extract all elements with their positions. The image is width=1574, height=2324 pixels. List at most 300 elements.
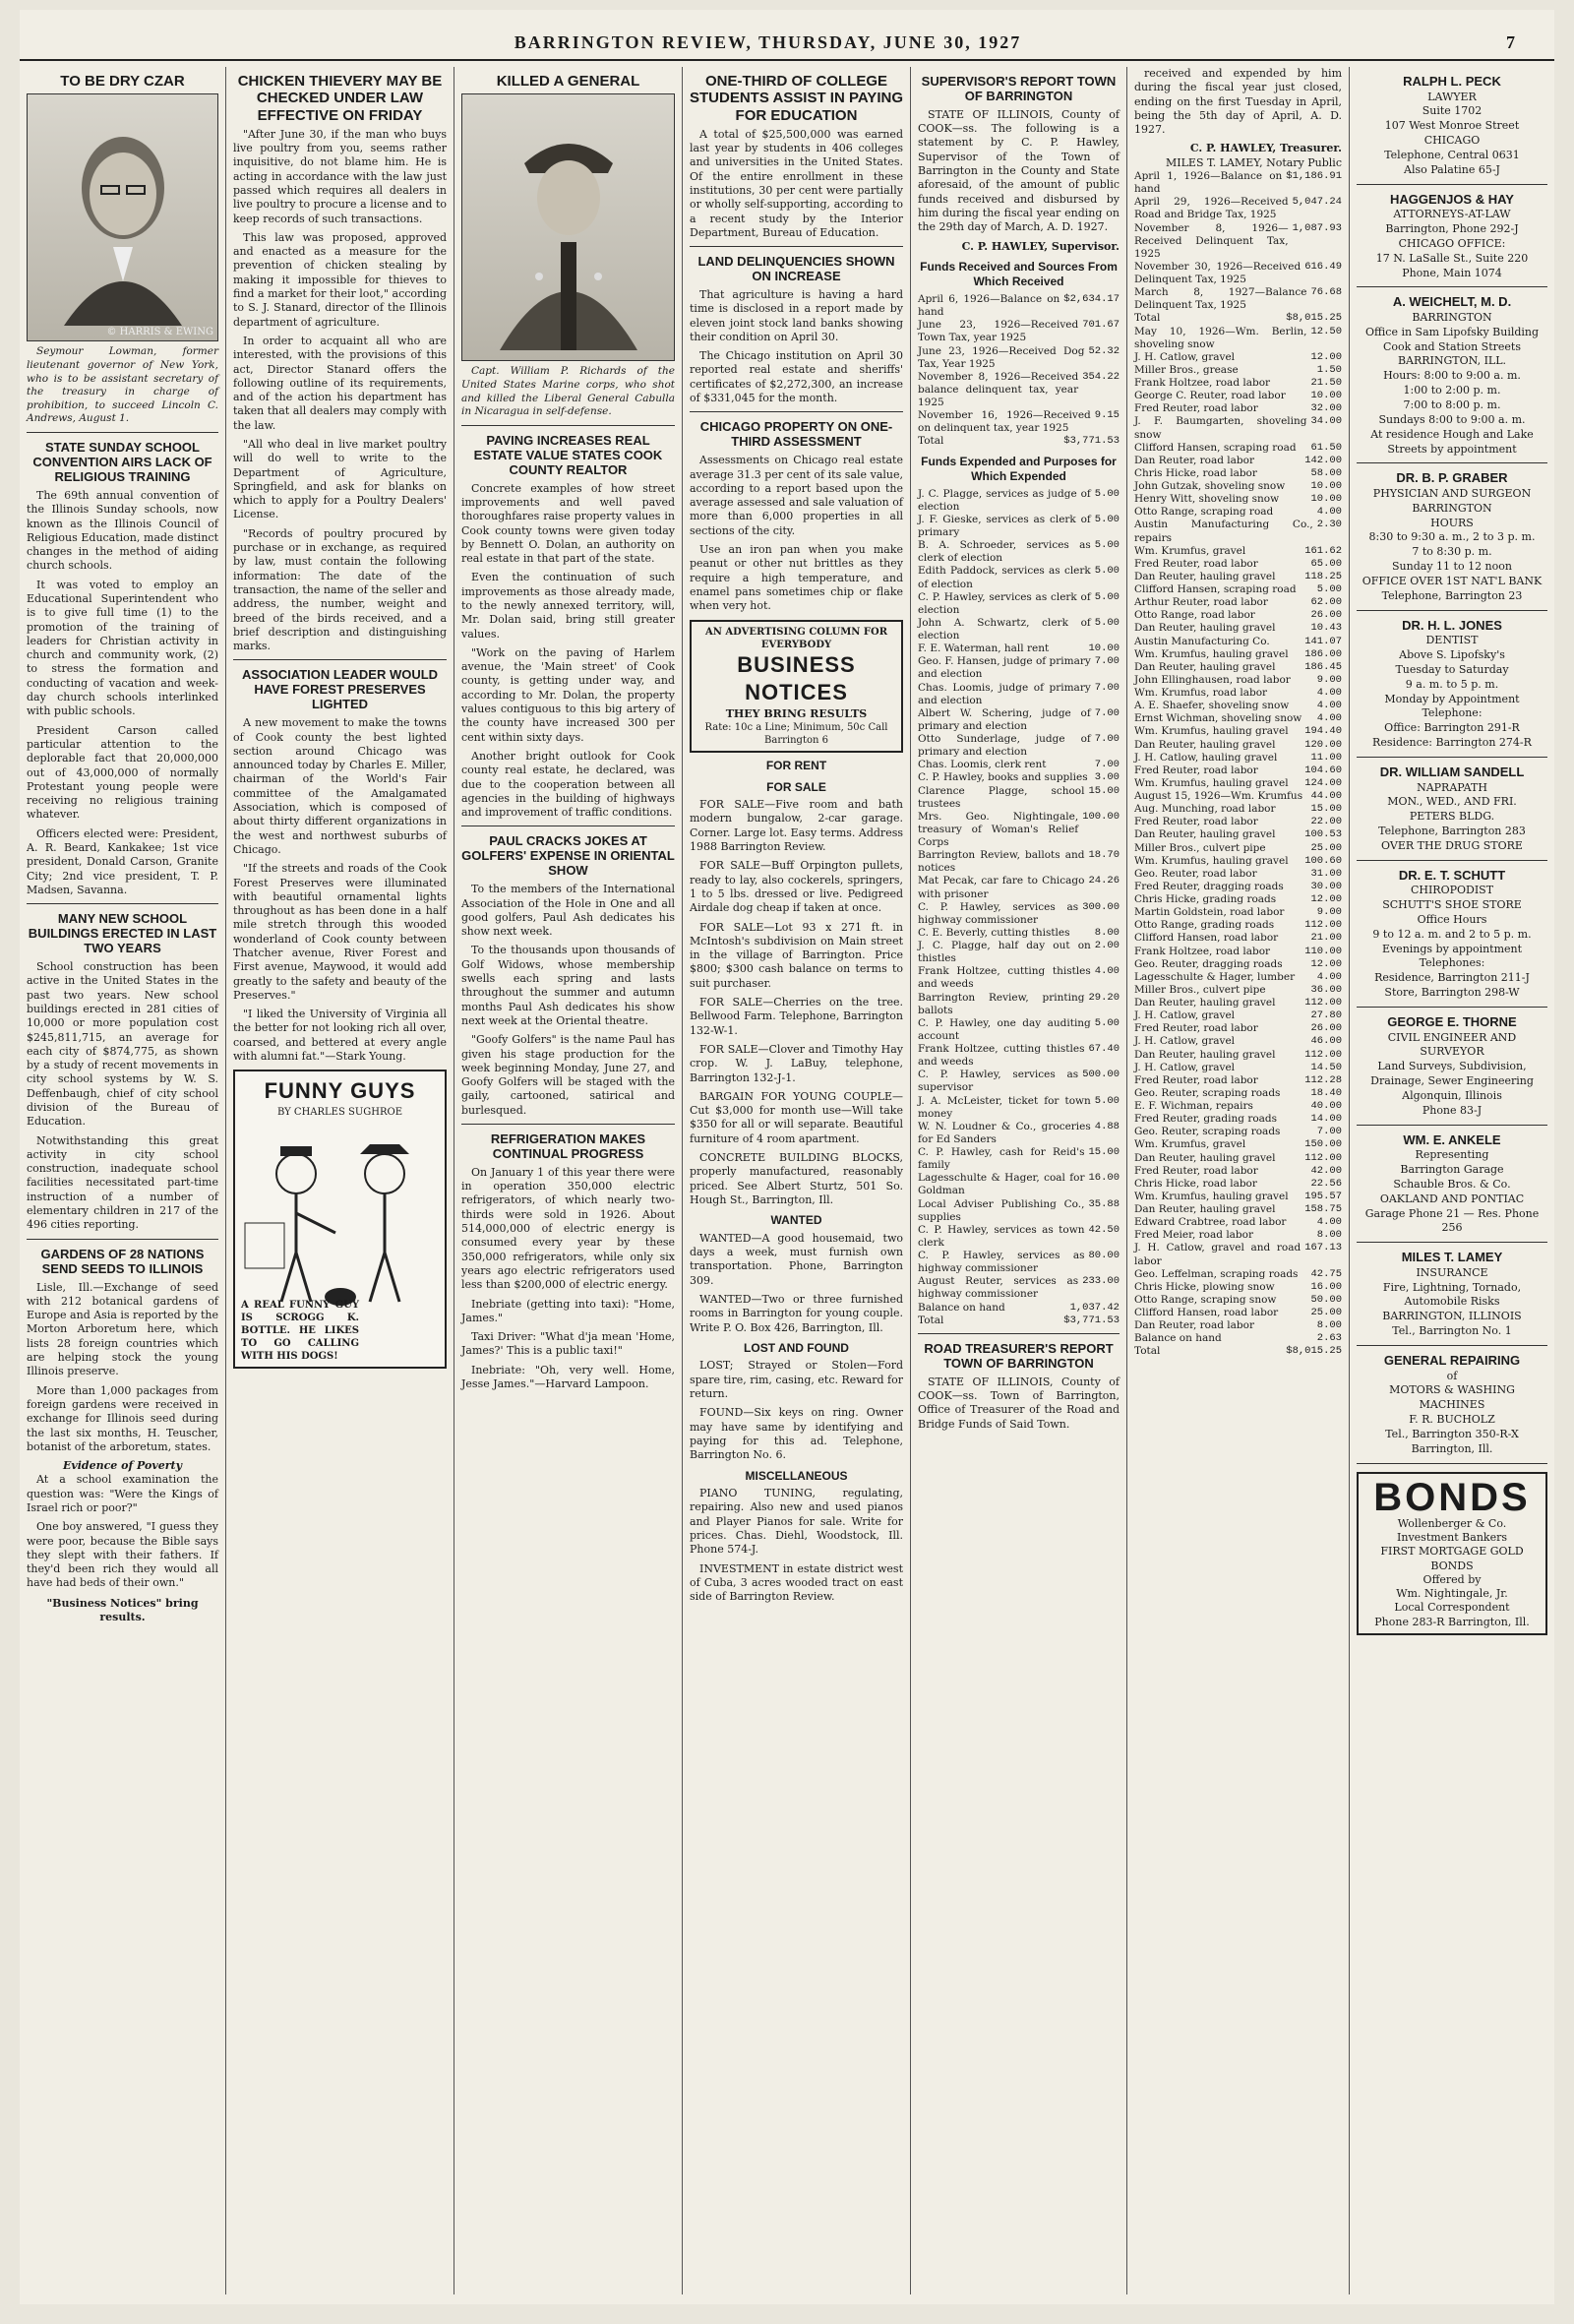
ledger-item: J. H. Catlow, gravel <box>1134 350 1236 363</box>
card-name: WM. E. ANKELE <box>1403 1131 1501 1147</box>
ledger-item: Wm. Krumfus, hauling gravel <box>1134 854 1289 867</box>
classified-ad: LOST; Strayed or Stolen—Ford spare tire, rim, casing, etc. Reward for return. <box>690 1359 904 1401</box>
headline-sunday-school: STATE SUNDAY SCHOOL CONVENTION AIRS LACK OF RELIGIOUS TRAINING <box>32 440 212 484</box>
ledger-amount: 34.00 <box>1310 415 1342 428</box>
ledger-amount: 4.00 <box>1316 1216 1342 1229</box>
page-number: 7 <box>1506 32 1515 52</box>
card-line: 7:00 to 8:00 p. m. <box>1403 398 1501 411</box>
divider <box>233 659 447 660</box>
ledger-item: Wm. Krumfus, gravel <box>1134 1138 1246 1151</box>
ledger-amount: 18.40 <box>1310 1086 1342 1099</box>
ledger-amount: 14.00 <box>1310 1113 1342 1126</box>
ledger-row <box>1134 455 1342 467</box>
ledger-row <box>1134 1074 1342 1087</box>
ledger-row <box>918 927 1120 940</box>
ledger-row <box>1134 1294 1342 1307</box>
report-intro: STATE OF ILLINOIS, County of COOK—ss. Town of Barrington, Office of Treasurer of the Road and Bridge Funds of Said Town. <box>918 1375 1120 1431</box>
ledger-row <box>1134 364 1342 377</box>
ledger-row <box>918 1043 1120 1069</box>
divider <box>918 1333 1120 1334</box>
ledger-amount: 7.00 <box>1094 706 1120 719</box>
business-card <box>1357 287 1547 463</box>
ledger-row <box>1134 326 1342 351</box>
ledger-item: Austin Manufacturing Co., repairs <box>1134 519 1313 544</box>
column-7 <box>1350 67 1554 2294</box>
ledger-item: Mrs. Geo. Nightingale, treasury of Woman's Relief Corps <box>918 810 1079 849</box>
ledger-item: Mat Pecak, car fare to Chicago with prisoner <box>918 875 1085 900</box>
article-paragraph: "Work on the paving of Harlem avenue, the 'Main street' of Cook county, is getting under way, and according to Mr. Dolan, the property values contiguous to this big artery of the county have increased 300 per cent within sixty days. <box>461 645 675 744</box>
card-line: DENTIST <box>1425 634 1479 647</box>
ledger-amount: 100.53 <box>1304 828 1342 841</box>
business-card <box>1357 1126 1547 1244</box>
ledger-amount: 4.88 <box>1094 1120 1120 1132</box>
ledger-amount: 7.00 <box>1316 1126 1342 1138</box>
ledger-item: April 6, 1926—Balance on hand <box>918 293 1060 319</box>
card-line: Telephones: <box>1419 956 1485 970</box>
masthead <box>20 10 1554 61</box>
card-name: A. WEICHELT, M. D. <box>1392 294 1512 310</box>
ledger-row <box>1134 790 1342 803</box>
ledger-row <box>1134 1178 1342 1191</box>
ledger-row <box>918 1315 1120 1327</box>
article-paragraph: In order to acquaint all who are interested, with the provisions of this act, Director Stanard offers the following outline of its requirements, and of the action his department has taken that all dealers may comply with the law. <box>233 334 447 432</box>
ledger-item: Frank Holtzee, cutting thistles and weeds <box>918 1043 1085 1069</box>
officer-portrait-icon <box>480 104 657 350</box>
headline-gardens: GARDENS OF 28 NATIONS SEND SEEDS TO ILLINOIS <box>40 1246 205 1276</box>
card-line: CHICAGO OFFICE: <box>1398 236 1506 250</box>
ledger-amount: 4.00 <box>1316 970 1342 983</box>
ledger-row <box>918 707 1120 733</box>
ledger-row <box>1134 752 1342 764</box>
ledger-amount: 12.00 <box>1310 350 1342 363</box>
article-paragraph: A total of $25,500,000 was earned last year by students in 406 colleges and universities in the United States. Of the entire enrollment in these institutions, 30 per cent were partially or wholly self-supporting, according to a recent study by the Interior Department, Bureau of Education. <box>690 127 903 239</box>
card-line: Also Palatine 65-J <box>1404 162 1500 176</box>
card-line: PHYSICIAN AND SURGEON <box>1372 486 1532 500</box>
ledger-row <box>1134 558 1342 571</box>
ledger-amount: 7.00 <box>1094 759 1120 771</box>
ledger-item: J. C. Plagge, services as judge of election <box>918 487 1091 513</box>
ledger-amount: 18.70 <box>1088 849 1120 862</box>
classified-ad: CONCRETE BUILDING BLOCKS, properly manufactured, reasonably priced. See Albert Sturtz, 501 So. Hough St., Barrington, Ill. <box>690 1151 903 1206</box>
ledger-row <box>1134 442 1342 455</box>
ledger-row <box>1134 868 1342 881</box>
ledger-amount: 2.00 <box>1094 940 1120 952</box>
ledger-amount: 124.00 <box>1304 776 1342 789</box>
caption-richards: Capt. William P. Richards of the United States Marine corps, who shot and killed the Liberal General Cabulla in Nicaragua in self-defense. <box>461 365 675 418</box>
ledger-item: Austin Manufacturing Co. <box>1134 635 1270 647</box>
headline-road-treasurer: ROAD TREASURER'S REPORT TOWN OF BARRINGTON <box>924 1340 1114 1371</box>
ledger-item: J. H. Catlow, gravel <box>1134 1035 1236 1048</box>
ledger-amount: 9.00 <box>1316 673 1342 686</box>
article-paragraph: Even the continuation of such improvements as those already made, to the newly annexed territory, will, Mr. Dolan said, bring still greater values. <box>461 571 675 641</box>
ledger-amount: 8.00 <box>1316 1319 1342 1332</box>
ledger-row <box>1134 596 1342 609</box>
ledger-row <box>1134 609 1342 622</box>
ledger-item: Total <box>918 435 944 448</box>
article-paragraph: Another bright outlook for Cook county real estate, he declared, was due to the cooperation between all agencies in the building of highways and improvement of traffic conditions. <box>461 749 675 820</box>
article-paragraph: Use an iron pan when you make peanut or other nut brittles as they require a high temperature, and enamel pans sometimes chip or flake when very hot. <box>690 543 903 613</box>
comic-title: FUNNY GUYS <box>264 1078 416 1104</box>
ledger-amount: 14.50 <box>1310 1061 1342 1073</box>
article-paragraph: Officers elected were: President, A. R. Beard, Kankakee; 1st vice president, Donald Carson, Granite City; 2nd vice president, T. P. Madsen, Savanna. <box>27 826 218 896</box>
ledger-row <box>918 1302 1120 1315</box>
ledger-item: Fred Reuter, road labor <box>1134 557 1258 570</box>
card-line: Phone, Main 1074 <box>1402 266 1502 279</box>
ledger-row <box>918 1250 1120 1275</box>
ledger-amount: $3,771.53 <box>1063 435 1120 448</box>
ledger-row <box>1134 881 1342 893</box>
article-paragraph: The Chicago institution on April 30 reported real estate and sheriffs' certificates of $2,272,300, an increase of $331,045 for the month. <box>690 349 903 405</box>
ledger-amount: 11.00 <box>1310 751 1342 764</box>
ledger-amount: 12.00 <box>1310 893 1342 906</box>
ledger-item: Dan Reuter, hauling gravel <box>1134 660 1276 673</box>
headline-killed-general: KILLED A GENERAL <box>496 73 640 90</box>
ledger-row <box>918 940 1120 965</box>
card-name: DR. B. P. GRABER <box>1396 470 1508 486</box>
ledger-amount: 15.00 <box>1310 803 1342 816</box>
ledger-row <box>918 1275 1120 1301</box>
ledger-amount: 1,087.93 <box>1292 221 1342 234</box>
card-line: 107 West Monroe Street <box>1384 119 1520 133</box>
ledger-row <box>918 293 1120 319</box>
ledger-amount: 26.00 <box>1310 1022 1342 1035</box>
ledger-amount: 76.68 <box>1310 286 1342 299</box>
ledger-item: November 8, 1926—Received Delinquent Tax, 1925 <box>1134 221 1289 260</box>
card-line: CIVIL ENGINEER AND SURVEYOR <box>1387 1030 1517 1059</box>
ledger-row <box>1134 196 1342 221</box>
ledger-amount: 21.00 <box>1310 932 1342 945</box>
ledger-amount: 52.32 <box>1088 344 1120 357</box>
ledger-row <box>1134 622 1342 635</box>
card-name: DR. H. L. JONES <box>1402 617 1502 633</box>
portrait-photo <box>27 93 218 341</box>
ledger-row <box>918 875 1120 900</box>
ledger-item: Fred Reuter, road labor <box>1134 402 1258 415</box>
card-line: Tel., Barrington No. 1 <box>1392 1324 1512 1338</box>
ledger-item: Otto Range, scraping road <box>1134 506 1274 519</box>
card-line: INSURANCE <box>1416 1265 1488 1279</box>
card-line: CHIROPODIST <box>1410 884 1494 897</box>
ledger-amount: 5,047.24 <box>1292 196 1342 209</box>
ledger-amount: 186.45 <box>1304 660 1342 673</box>
ledger-row <box>1134 674 1342 687</box>
ledger-item: Edward Crabtree, road labor <box>1134 1216 1287 1229</box>
ledger-row <box>1134 506 1342 519</box>
bonds-line: Phone 283-R Barrington, Ill. <box>1374 1615 1530 1628</box>
card-line: Schauble Bros. & Co. <box>1393 1177 1511 1191</box>
card-line: Land Surveys, Subdivision, Drainage, Sewer Engineering <box>1370 1060 1534 1088</box>
ledger-item: Lagesschulte & Hager, lumber <box>1134 970 1296 983</box>
ledger-amount: 5.00 <box>1094 487 1120 500</box>
ledger-item: Dan Reuter, hauling gravel <box>1134 1203 1276 1216</box>
ledger-row <box>1134 222 1342 261</box>
ledger-amount: 5.00 <box>1094 565 1120 578</box>
ledger-item: Wm. Krumfus, road labor <box>1134 687 1268 700</box>
article-paragraph: "After June 30, if the man who buys live poultry from you, seems rather inquisitive, do not blame him. He is acting in accordance with the law just passed which requires all dealers in live poultry to procure a license and to keep records of such transactions. <box>233 127 447 225</box>
ledger-amount: 50.00 <box>1310 1293 1342 1306</box>
ledger-amount: 46.00 <box>1310 1035 1342 1048</box>
ledger-row <box>918 1121 1120 1146</box>
ledger-row <box>1134 946 1342 958</box>
card-line: OFFICE OVER 1ST NAT'L BANK <box>1362 574 1543 587</box>
article-paragraph: One boy answered, "I guess they were poor, because the Bible says they slept with their fathers. If they'd been rich they would all have had beds of their own." <box>27 1520 218 1590</box>
business-card <box>1357 758 1547 861</box>
notary-line: MILES T. LAMEY, Notary Public <box>1166 155 1342 169</box>
bonds-details <box>1362 1517 1542 1629</box>
ledger-item: Dan Reuter, road labor <box>1134 454 1254 466</box>
card-line: F. R. BUCHOLZ <box>1409 1413 1495 1427</box>
ledger-item: C. P. Hawley, books and supplies <box>918 771 1088 784</box>
ledger-row <box>1134 842 1342 855</box>
classified-ad: FOR SALE—Cherries on the tree. Bellwood Farm. Telephone, Barrington 132-W-1. <box>690 996 903 1037</box>
headline-chicken-thievery: CHICKEN THIEVERY MAY BE CHECKED UNDER LAW EFFECTIVE ON FRIDAY <box>237 73 443 124</box>
bonds-title: BONDS <box>1373 1475 1531 1519</box>
card-line: BARRINGTON, ILLINOIS <box>1382 1310 1522 1323</box>
business-card <box>1357 1008 1547 1126</box>
ledger-item: Geo. Reuter, road labor <box>1134 867 1257 880</box>
ledger-row <box>918 771 1120 784</box>
ledger-item: November 16, 1926—Received on delinquent tax, year 1925 <box>918 409 1091 435</box>
classified-list <box>690 1359 903 1462</box>
card-line: MOTORS & WASHING MACHINES <box>1389 1383 1515 1412</box>
card-name: HAGGENJOS & HAY <box>1390 191 1514 207</box>
ledger-amount: 9.15 <box>1094 409 1120 422</box>
section-lost-found: LOST AND FOUND <box>744 1340 849 1355</box>
ledger-row <box>1134 958 1342 971</box>
classified-ad: FOR SALE—Buff Orpington pullets, ready to lay, also cockerels, springers, 1 to 5 lbs. dressed or live. Pedigreed Airdale dog cheap if taken at once. <box>690 859 903 915</box>
ledger-item: Wm. Krumfus, hauling gravel <box>1134 725 1289 738</box>
card-line: SCHUTT'S SHOE STORE <box>1382 898 1522 912</box>
caption-lowman: Seymour Lowman, former lieutenant governor of New York, who is to be assistant secretary of the treasury in charge of prohibition, to succeed Lincoln C. Andrews, August 1. <box>27 345 218 425</box>
ledger-amount: 186.00 <box>1304 647 1342 660</box>
classified-list <box>690 798 903 1207</box>
ledger-item: Geo. Reuter, dragging roads <box>1134 957 1283 970</box>
card-name: MILES T. LAMEY <box>1401 1250 1503 1265</box>
ledger-item: Otto Range, road labor <box>1134 609 1255 622</box>
ledger-amount: 354.22 <box>1082 370 1120 383</box>
ledger-item: April 29, 1926—Received Road and Bridge Tax, 1925 <box>1134 196 1289 221</box>
ledger-item: Wm. Krumfus, hauling gravel <box>1134 1190 1289 1202</box>
ledger-amount: 5.00 <box>1094 590 1120 603</box>
headline-paul-ash: PAUL CRACKS JOKES AT GOLFERS' EXPENSE IN ORIENTAL SHOW <box>461 833 675 879</box>
ledger-item: Frank Holtzee, road labor <box>1134 945 1271 957</box>
ledger-item: June 23, 1926—Received Town Tax, year 1925 <box>918 319 1079 344</box>
ledger-amount: 15.00 <box>1088 1146 1120 1159</box>
ledger-item: C. P. Hawley, cash for Reid's family <box>918 1146 1085 1172</box>
ledger-item: Ernst Wichman, shoveling snow <box>1134 712 1302 725</box>
ledger-item: Dan Reuter, hauling gravel <box>1134 622 1276 635</box>
divider <box>27 1239 218 1240</box>
ledger-item: Fred Meier, road labor <box>1134 1229 1253 1242</box>
article-paragraph: This law was proposed, approved and enacted as a measure for the prevention of chicken stealing by making it impossible for thieves to find a market for their loot," according to S. J. Stanard, director of the Illinois department of agriculture. <box>233 230 447 329</box>
headline-land-delinquencies: LAND DELINQUENCIES SHOWN ON INCREASE <box>697 254 895 284</box>
comic-caption: A REAL FUNNY GUY IS SCROGG K. BOTTLE. HE LIKES TO GO CALLING WITH HIS DOGS! <box>241 1300 359 1363</box>
ledger-item: August Reuter, services as highway commissioner <box>918 1275 1079 1301</box>
ledger-row <box>1134 415 1342 441</box>
ledger-row <box>1134 1268 1342 1281</box>
headline-school-buildings: MANY NEW SCHOOL BUILDINGS ERECTED IN LAST TWO YEARS <box>28 911 217 956</box>
ledger-row <box>1134 1126 1342 1138</box>
classified-ad: FOUND—Six keys on ring. Owner may have same by identifying and paying for this ad. Telephone, Barrington No. 6. <box>690 1406 903 1462</box>
expenditures-ledger <box>918 488 1120 1327</box>
ledger-amount: 30.00 <box>1310 880 1342 892</box>
ledger-amount: 25.00 <box>1310 841 1342 854</box>
ledger-row <box>1134 377 1342 390</box>
ledger-row <box>1134 971 1342 984</box>
ledger-row <box>1134 700 1342 712</box>
ledger-item: C. P. Hawley, one day auditing account <box>918 1016 1091 1042</box>
column-2 <box>226 67 454 2294</box>
column-4 <box>683 67 911 2294</box>
ledger-item: Total <box>918 1314 944 1326</box>
headline-paving: PAVING INCREASES REAL ESTATE VALUE STATES COOK COUNTY REALTOR <box>473 432 663 477</box>
ledger-item: Otto Range, grading roads <box>1134 919 1275 932</box>
ledger-amount: $3,771.53 <box>1063 1314 1120 1326</box>
classified-ad: FOR SALE—Lot 93 x 271 ft. in McIntosh's subdivision on Main street in the village of Barrington. Price $800; $300 cash balance on terms to suit purchaser. <box>690 920 903 990</box>
article-paragraph: To the thousands upon thousands of Golf Widows, whose membership swells each spring and lasts throughout the summer and autumn months Paul Ash dedicates his show next week at the Oriental theatre. <box>461 944 675 1027</box>
ledger-amount: 1,037.42 <box>1069 1301 1120 1314</box>
card-name: RALPH L. PECK <box>1403 74 1501 89</box>
ledger-item: Fred Reuter, road labor <box>1134 816 1258 828</box>
ledger-row <box>1134 1229 1342 1242</box>
classified-ad: FOR SALE—Clover and Timothy Hay crop. W. J. LaBuy, telephone, Barrington 132-J-1. <box>690 1042 903 1084</box>
ledger-item: C. P. Hawley, services as highway commissioner <box>918 900 1079 926</box>
ledger-item: Otto Range, scraping snow <box>1134 1293 1277 1306</box>
ledger-amount: 112.00 <box>1304 1151 1342 1164</box>
ledger-row <box>1134 1242 1342 1267</box>
ledger-item: August 15, 1926—Wm. Krumfus <box>1134 790 1303 803</box>
ledger-amount: 22.00 <box>1310 816 1342 828</box>
card-name: GEORGE E. THORNE <box>1387 1014 1517 1030</box>
ledger-item: J. H. Catlow, gravel <box>1134 1009 1236 1022</box>
banner-top: AN ADVERTISING COLUMN FOR EVERYBODY <box>704 626 888 650</box>
photo-credit: © HARRIS & EWING <box>106 327 213 338</box>
ledger-item: C. E. Beverly, cutting thistles <box>918 926 1070 939</box>
headline-forest-preserves: ASSOCIATION LEADER WOULD HAVE FOREST PRESERVES LIGHTED <box>241 667 439 712</box>
ledger-amount: 22.56 <box>1310 1177 1342 1190</box>
joke-line: Inebriate (getting into taxi): "Home, James." <box>461 1297 675 1324</box>
ledger-amount: 58.00 <box>1310 466 1342 479</box>
ledger-amount: 104.60 <box>1304 764 1342 776</box>
ledger-amount: 10.43 <box>1310 622 1342 635</box>
ledger-amount: 4.00 <box>1316 687 1342 700</box>
comic-author: BY CHARLES SUGHROE <box>276 1106 403 1118</box>
ledger-row <box>918 371 1120 409</box>
ledger-amount: 4.00 <box>1316 506 1342 519</box>
ledger-item: J. H. Catlow, hauling gravel <box>1134 751 1278 764</box>
ledger-row <box>1134 816 1342 828</box>
ledger-amount: $8,015.25 <box>1286 1345 1342 1358</box>
ledger-item: Miller Bros., culvert pipe <box>1134 841 1266 854</box>
ledger-row <box>1134 390 1342 402</box>
card-line: BARRINGTON, ILL. <box>1397 354 1507 368</box>
ledger-amount: 4.00 <box>1316 700 1342 712</box>
ledger-row <box>918 1172 1120 1197</box>
ledger-row <box>1134 855 1342 868</box>
card-line: Monday by Appointment <box>1384 692 1520 705</box>
ledger-item: Frank Holtzee, road labor <box>1134 377 1271 390</box>
article-paragraph: A new movement to make the towns of Cook county the best lighted section around Chicago was announced today by Charles E. Miller, chairman of the World's Fair committee of the Amalgamated Association, which is composed of about thirty different organizations in the west and northwest suburbs of Chicago. <box>233 716 447 856</box>
ledger-row <box>1134 1113 1342 1126</box>
article-paragraph: "If the streets and roads of the Cook Forest Preserves were illuminated with beautiful ornamental lights throughout as has been done in a half mile stretch through this wooded wonderland of Cook county between Thatcher avenue, River Forest and First avenue, Maywood, it would add greatly to the safety and beauty of the Preserves." <box>233 862 447 1002</box>
ledger-item: April 1, 1926—Balance on hand <box>1134 170 1283 196</box>
ledger-item: Arthur Reuter, road labor <box>1134 596 1268 609</box>
headline-college-students: ONE-THIRD OF COLLEGE STUDENTS ASSIST IN PAYING FOR EDUCATION <box>690 73 903 124</box>
ledger-item: Wm. Krumfus, hauling gravel <box>1134 647 1289 660</box>
ledger-amount: $2,634.17 <box>1063 293 1120 306</box>
ledger-item: Dan Reuter, hauling gravel <box>1134 738 1276 751</box>
ledger-row <box>918 435 1120 448</box>
ledger-row <box>918 617 1120 642</box>
ledger-item: Chas. Loomis, judge of primary and election <box>918 681 1091 706</box>
column-6 <box>1127 67 1350 2294</box>
officer-photo <box>461 93 675 361</box>
ledger-item: Miller Bros., culvert pipe <box>1134 983 1266 996</box>
article-paragraph: Assessments on Chicago real estate average 31.3 per cent of its sale value, according to a report based upon the average assessed and sale valuation of more than 6,000 properties in all sections of the city. <box>690 454 903 537</box>
joke-line: Taxi Driver: "What d'ja mean 'Home, James?' This is a public taxi!" <box>461 1330 675 1358</box>
article-paragraph: School construction has been active in the United States in the past two years. New school buildings erected in 281 cities of 10,000 or more population cost $245,811,715, an average for each city of $874,775, as shown by a study of recent movements in city school systems by W. S. Deffenbaugh, chief of city school division of the Bureau of Education. <box>27 960 218 1129</box>
ledger-amount: 158.75 <box>1304 1203 1342 1216</box>
ledger-amount: 67.40 <box>1088 1043 1120 1056</box>
card-line: Telephone, Barrington 283 <box>1378 825 1526 838</box>
portrait-icon <box>44 109 202 326</box>
ledger-item: Dan Reuter, hauling gravel <box>1134 997 1276 1009</box>
ledger-amount: 100.00 <box>1082 810 1120 823</box>
ledger-row <box>1134 1216 1342 1229</box>
ledger-row <box>1134 170 1342 196</box>
card-line: Phone 83-J <box>1422 1103 1483 1117</box>
bonds-advertisement <box>1357 1472 1547 1635</box>
section-for-sale: FOR SALE <box>766 779 826 794</box>
ledger-item: Miller Bros., grease <box>1134 363 1239 376</box>
ledger-amount: 616.49 <box>1304 260 1342 273</box>
ledger-row <box>1134 1009 1342 1022</box>
ledger-amount: 35.88 <box>1088 1197 1120 1210</box>
ledger-amount: 4.00 <box>1094 965 1120 978</box>
ledger-row <box>1134 1022 1342 1035</box>
ledger-item: C. P. Hawley, services as supervisor <box>918 1069 1079 1094</box>
card-line: HOURS <box>1430 516 1474 529</box>
ledger-row <box>1134 1165 1342 1178</box>
ledger-item: C. P. Hawley, services as town clerk <box>918 1223 1085 1249</box>
ledger-row <box>1134 1062 1342 1074</box>
ledger-amount: 1.50 <box>1316 363 1342 376</box>
ledger-item: March 8, 1927—Balance Delinquent Tax, 1925 <box>1134 286 1307 312</box>
ledger-row <box>1134 286 1342 312</box>
ledger-amount: 161.62 <box>1304 544 1342 557</box>
business-card <box>1357 185 1547 288</box>
card-line: Barrington, Ill. <box>1411 1441 1493 1455</box>
ledger-item: E. F. Wichman, repairs <box>1134 1100 1253 1113</box>
card-line: 8:30 to 9:30 a. m., 2 to 3 p. m. <box>1368 530 1536 544</box>
card-line: Suite 1702 <box>1422 104 1483 118</box>
ledger-item: Dan Reuter, hauling gravel <box>1134 1151 1276 1164</box>
ledger-amount: 16.00 <box>1310 1280 1342 1293</box>
divider <box>690 411 903 412</box>
ledger-item: Martin Goldstein, road labor <box>1134 906 1285 919</box>
ledger-amount: 15.00 <box>1088 784 1120 797</box>
ledger-amount: 500.00 <box>1082 1069 1120 1081</box>
bonds-line: Investment Bankers <box>1397 1530 1507 1544</box>
ledger-row <box>1134 1332 1342 1345</box>
ledger-row <box>1134 739 1342 752</box>
ledger-amount: 10.00 <box>1088 642 1120 655</box>
ledger-row <box>1134 480 1342 493</box>
ledger-amount: 5.00 <box>1094 616 1120 629</box>
directory-cards <box>1357 67 1547 1464</box>
ledger-amount: 9.00 <box>1316 906 1342 919</box>
article-paragraph: "Goofy Golfers" is the name Paul has given his stage production for the week beginning Monday, June 27, and Goofy Golfers will be staged with the gaily, cartooned, satirical and burlesqued. <box>461 1033 675 1117</box>
